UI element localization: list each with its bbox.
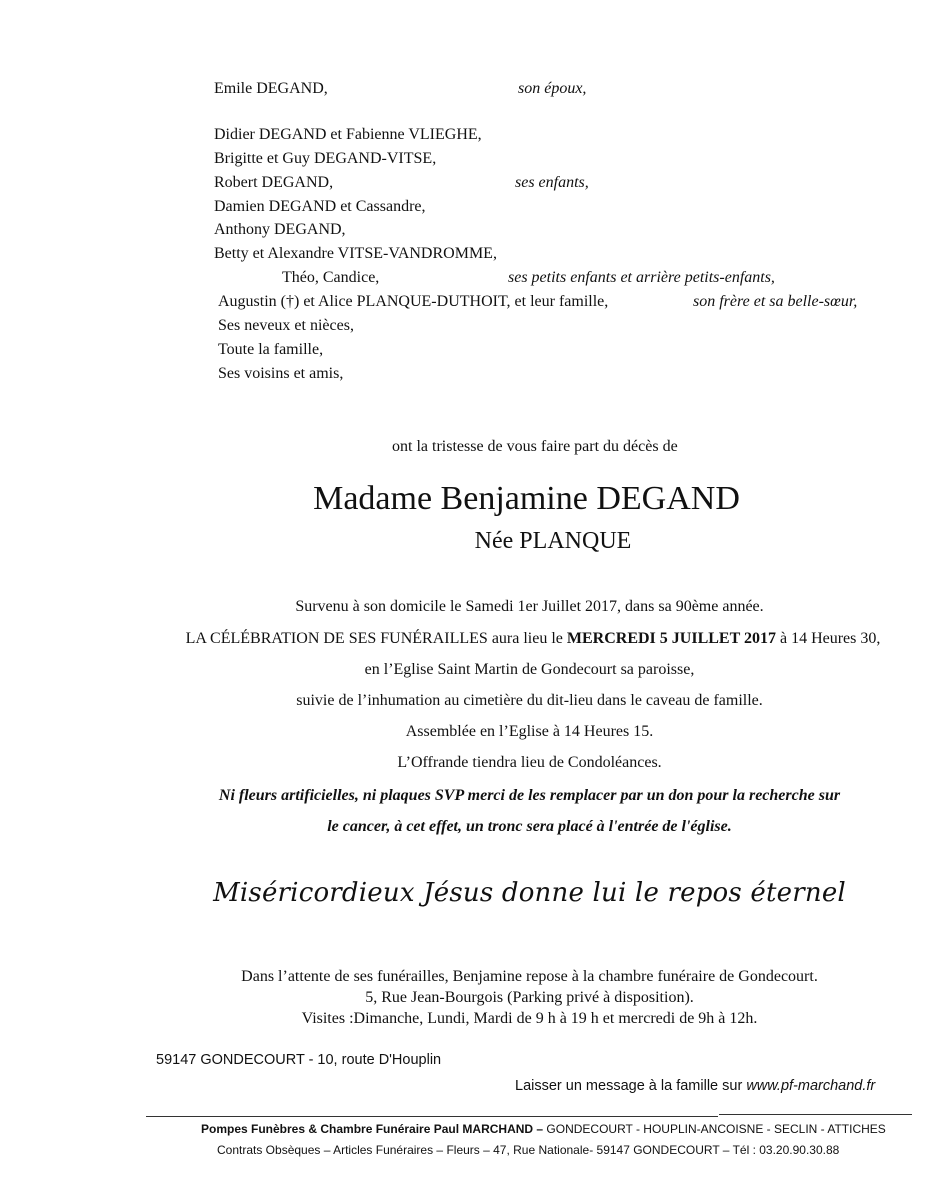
other-relatives-line: Toute la famille, bbox=[218, 341, 324, 358]
child-line: Damien DEGAND et Cassandre, bbox=[214, 198, 426, 215]
short-divider bbox=[719, 1114, 912, 1115]
footer-towns: GONDECOURT - HOUPLIN-ANCOISNE - SECLIN - ATTICHES bbox=[543, 1122, 886, 1136]
other-relatives-line: Ses neveux et nièces, bbox=[218, 317, 354, 334]
prayer-line: Miséricordieux Jésus donne lui le repos éternel bbox=[213, 878, 846, 908]
funeral-home-address: 59147 GONDECOURT - 10, route D'Houplin bbox=[156, 1052, 442, 1068]
deceased-name: Madame Benjamine DEGAND bbox=[313, 480, 740, 517]
assembly-line: Assemblée en l’Eglise à 14 Heures 15. bbox=[405, 723, 654, 740]
visitation-line: 5, Rue Jean-Bourgois (Parking privé à disposition). bbox=[365, 989, 694, 1006]
footer-services: Contrats Obsèques – Articles Funéraires – Fleurs – 47, Rue Nationale- 59147 GONDECOURT – Tél : 03.20.90.30.88 bbox=[217, 1143, 840, 1157]
children-role: ses enfants, bbox=[515, 174, 589, 191]
offering-line: L’Offrande tiendra lieu de Condoléances. bbox=[397, 754, 662, 771]
grandchildren-role: ses petits enfants et arrière petits-enfants, bbox=[508, 269, 775, 286]
footer-company-line bbox=[201, 1122, 886, 1136]
flowers-request-line: le cancer, à cet effet, un tronc sera placé à l'entrée de l'église. bbox=[327, 818, 732, 835]
visitation-line: Visites :Dimanche, Lundi, Mardi de 9 h à 19 h et mercredi de 9h à 12h. bbox=[301, 1010, 758, 1027]
child-line: Brigitte et Guy DEGAND-VITSE, bbox=[214, 150, 437, 167]
funeral-prefix: LA CÉLÉBRATION DE SES FUNÉRAILLES aura lieu le bbox=[185, 630, 567, 647]
funeral-suffix: à 14 Heures 30, bbox=[775, 630, 881, 647]
maiden-name: Née PLANQUE bbox=[474, 528, 632, 554]
child-line: Betty et Alexandre VITSE-VANDROMME, bbox=[214, 245, 497, 262]
website-link[interactable]: www.pf-marchand.fr bbox=[746, 1078, 876, 1094]
grandchildren-names: Théo, Candice, bbox=[282, 269, 380, 286]
burial-line: suivie de l’inhumation au cimetière du dit-lieu dans le caveau de famille. bbox=[296, 692, 763, 709]
spouse-name: Emile DEGAND, bbox=[214, 80, 328, 97]
visitation-line: Dans l’attente de ses funérailles, Benjamine repose à la chambre funéraire de Gondecourt. bbox=[241, 968, 818, 985]
sibling-role: son frère et sa belle-sœur, bbox=[693, 293, 858, 310]
other-relatives-line: Ses voisins et amis, bbox=[218, 365, 344, 382]
footer-company: Pompes Funèbres & Chambre Funéraire Paul MARCHAND – bbox=[201, 1122, 544, 1136]
announcement-intro: ont la tristesse de vous faire part du décès de bbox=[392, 438, 678, 455]
flowers-request-line: Ni fleurs artificielles, ni plaques SVP merci de les remplacer par un don pour la recherche sur bbox=[218, 787, 841, 804]
spouse-role: son époux, bbox=[518, 80, 587, 97]
footer-divider bbox=[146, 1116, 718, 1117]
message-line bbox=[515, 1078, 875, 1094]
message-prefix: Laisser un message à la famille sur bbox=[515, 1078, 747, 1094]
death-line: Survenu à son domicile le Samedi 1er Juillet 2017, dans sa 90ème année. bbox=[295, 598, 764, 615]
funeral-line bbox=[0, 630, 947, 648]
funeral-date: MERCREDI 5 JUILLET 2017 bbox=[566, 630, 776, 647]
sibling-names: Augustin (†) et Alice PLANQUE-DUTHOIT, et leur famille, bbox=[218, 293, 609, 310]
church-line: en l’Eglise Saint Martin de Gondecourt sa paroisse, bbox=[364, 661, 695, 678]
child-line: Didier DEGAND et Fabienne VLIEGHE, bbox=[214, 126, 482, 143]
child-line: Anthony DEGAND, bbox=[214, 221, 346, 238]
child-line: Robert DEGAND, bbox=[214, 174, 334, 191]
